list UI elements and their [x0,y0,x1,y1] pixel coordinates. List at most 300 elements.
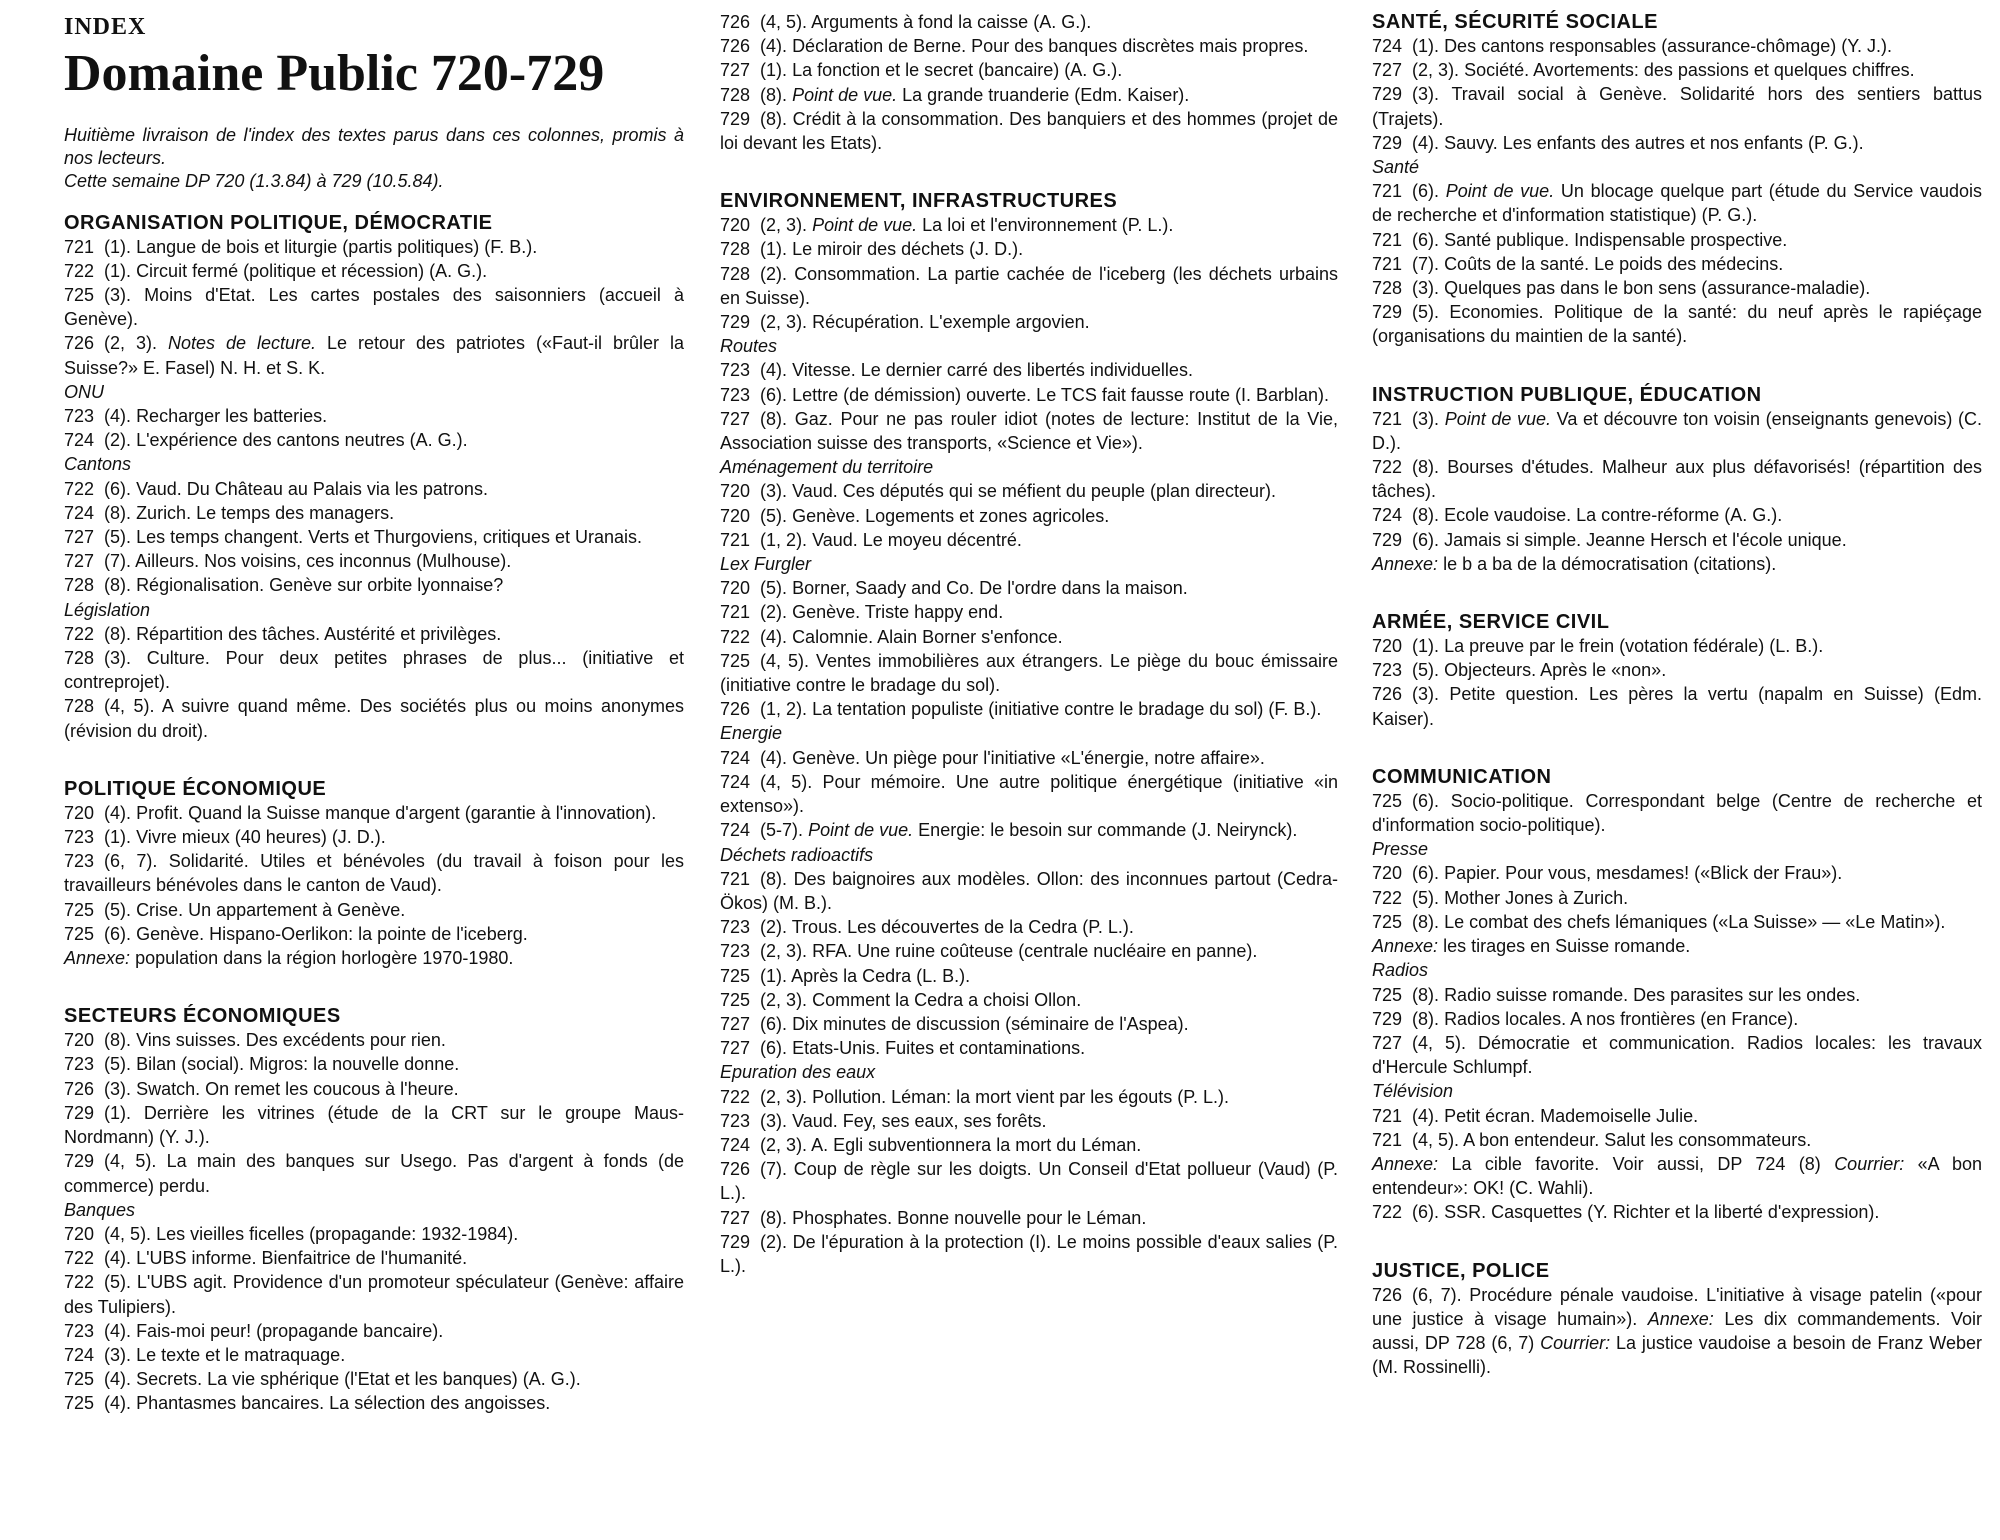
issue-number: 725 [64,285,95,305]
page-ref: (5). [1412,302,1440,323]
index-section [1372,765,1982,1225]
entry-text: Derrière les vitrines (étude de la CRT sur le groupe Maus-Nordmann) (Y. J.). [64,1102,684,1148]
index-entry [720,1036,1338,1060]
issue-number: 727 [1372,1032,1403,1053]
index-entry [64,573,684,597]
issue-number: 729 [64,1151,95,1172]
index-entry [64,331,684,379]
index-entry [720,576,1338,600]
page-ref: (6). [760,1013,788,1034]
page-ref: (3). [1412,684,1440,705]
issue-number: 724 [720,1134,751,1155]
index-entry [64,694,684,742]
entry-text: Borner, Saady and Co. De l'ordre dans la maison. [792,578,1188,599]
entry-text: La main des banques sur Usego. Pas d'argent à fonds (de commerce) perdu. [64,1151,684,1196]
issue-number: 729 [720,312,751,333]
page-ref: (6, 7). [104,851,158,872]
subsection-heading: Aménagement du territoire [720,457,934,478]
issue-number: 720 [720,481,751,502]
entry-text: Moins d'Etat. Les cartes postales des saisonniers (accueil à Genève). [64,285,684,330]
entry-text: Les temps changent. Verts et Thurgoviens, critiques et Uranais. [136,527,642,548]
index-entry [720,407,1338,455]
intro-line: Huitième livraison de l'index des textes parus dans ces colonnes, promis à nos lecteurs. [64,124,684,168]
entry-rubric: Notes de lecture. [168,333,317,354]
index-entry [64,1343,684,1367]
entry-text: Culture. Pour deux petites phrases de plus... (initiative et contreprojet). [64,648,684,693]
intro-line: Cette semaine DP 720 (1.3.84) à 729 (10.5.84). [64,170,444,191]
index-section [64,777,684,970]
page-ref: (6). [104,478,132,499]
page-ref: (3). [104,285,132,305]
issue-number: 725 [720,965,751,986]
entry-text: Ventes immobilières aux étrangers. Le piège du bouc émissaire (initiative contre le bradage du sol). [720,650,1338,696]
index-entry [720,939,1338,963]
entry-text: Zurich. Le temps des managers. [136,502,395,523]
index-entry [64,404,684,428]
index-entry [1372,1031,1982,1079]
page-ref: (8). [104,575,132,596]
page-ref: (8). [1412,984,1440,1005]
issue-number: 723 [720,384,751,405]
index-entry [64,1270,684,1318]
index-entry [64,1077,684,1101]
index-entry [720,1109,1338,1133]
entry-text: Radio suisse romande. Des parasites sur les ondes. [1444,984,1861,1005]
page-ref: (2, 3). [760,1134,808,1155]
page-ref: (8). [1412,911,1440,932]
entry-text: Vaud. Fey, ses eaux, ses forêts. [792,1110,1047,1131]
index-entry [64,922,684,946]
column-3 [1372,10,1982,1413]
index-entry [1372,503,1982,527]
page-ref: (5-7). [760,820,804,841]
issue-number: 722 [64,1272,95,1293]
entry-text: Coup de règle sur les doigts. Un Conseil d'Etat pollueur (Vaud) (P. L.). [720,1159,1338,1204]
index-entry [720,988,1338,1012]
issue-number: 728 [720,84,751,105]
page-ref: (4). [760,626,788,647]
index-section [64,211,684,743]
page-ref: (6). [1412,863,1440,884]
page-ref: (1, 2). [760,699,808,720]
issue-number: 721 [1372,229,1403,250]
page-ref: (2, 3). [760,215,808,236]
index-entry [1372,1152,1982,1200]
index-entry [64,549,684,573]
entry-text: Vins suisses. Des excédents pour rien. [136,1030,446,1051]
entry-text: La tentation populiste (initiative contre le bradage du sol) (F. B.). [812,699,1322,720]
entry-rubric: Courrier: [1540,1332,1611,1353]
page-ref: (5). [104,1054,132,1075]
page-ref: (4). [104,1393,132,1414]
issue-number: 721 [720,602,751,623]
issue-number: 729 [1372,529,1403,550]
index-entry [64,898,684,922]
entry-text: Va et découvre ton voisin (enseignants genevois) (C. D.). [1372,408,1982,453]
entry-rubric: Courrier: [1834,1153,1905,1174]
page-ref: (5). [104,527,132,548]
entry-text: Un blocage quelque part (étude du Service vaudois de recherche et d'information statistique) (P. G.). [1372,181,1982,226]
index-section [64,1004,684,1415]
entry-text: Santé publique. Indispensable prospective. [1444,229,1788,250]
issue-number: 723 [720,360,751,381]
issue-number: 720 [720,578,751,599]
subsection-heading: Routes [720,336,778,357]
page-ref: (1). [760,239,788,260]
section-heading: SECTEURS ÉCONOMIQUES [64,1005,341,1028]
index-entry [720,1230,1338,1278]
page-ref: (4). [1412,132,1440,153]
entry-rubric: Point de vue. [812,215,918,236]
section-heading: ORGANISATION POLITIQUE, DÉMOCRATIE [64,211,493,234]
page-ref: (4). [1412,1105,1440,1126]
page-ref: (4, 5). [104,1223,152,1244]
entry-text: Objecteurs. Après le «non». [1444,660,1667,681]
index-entry [1372,910,1982,934]
page-ref: (2). [760,1231,788,1252]
issue-number: 729 [1372,302,1403,323]
entry-text: La grande truanderie (Edm. Kaiser). [902,84,1190,105]
entry-text: Régionalisation. Genève sur orbite lyonnaise? [136,575,504,596]
index-entry [1372,552,1982,576]
subsection-heading: Déchets radioactifs [720,844,874,865]
issue-number: 722 [720,1086,751,1107]
page-ref: (5). [1412,660,1440,681]
issue-number: 724 [720,747,751,768]
issue-number: 725 [1372,984,1403,1005]
page-ref: (4, 5). [1412,1129,1460,1150]
entry-text: Quelques pas dans le bon sens (assurance-maladie). [1444,278,1871,299]
index-entry [1372,934,1982,958]
issue-number: 726 [1372,1284,1403,1305]
page-ref: (4, 5). [760,12,808,32]
entry-text: Le miroir des déchets (J. D.). [792,239,1024,260]
issue-number: 722 [1372,457,1403,478]
index-entry [1372,407,1982,455]
entry-text: Vivre mieux (40 heures) (J. D.). [136,827,386,848]
entry-text: Vitesse. Le dernier carré des libertés individuelles. [792,360,1193,381]
page-ref: (3). [104,648,132,669]
index-entry [64,283,684,331]
index-entry [64,259,684,283]
index-entry [1372,1128,1982,1152]
index-entry [64,1246,684,1270]
page-ref: (8). [760,1207,788,1228]
entry-text: les tirages en Suisse romande. [1443,936,1691,957]
issue-number: 724 [720,771,751,792]
page-ref: (3). [104,1078,132,1099]
intro-text [64,124,684,193]
entry-text: Travail social à Genève. Solidarité hors des sentiers battus (Trajets). [1372,84,1982,129]
index-entry [64,501,684,525]
index-entry [64,946,684,970]
issue-number: 721 [720,529,751,550]
entry-text: Sauvy. Les enfants des autres et nos enfants (P. G.). [1444,132,1864,153]
page-ref: (6). [1412,790,1440,811]
issue-number: 729 [1372,84,1403,105]
issue-number: 726 [720,1159,751,1180]
page-ref: (3). [1412,84,1440,105]
entry-text: Déclaration de Berne. Pour des banques discrètes mais propres. [792,36,1309,57]
entry-text: A suivre quand même. Des sociétés plus ou moins anonymes (révision du droit). [64,696,684,741]
page-ref: (3). [104,1344,132,1365]
column-2 [720,10,1338,1312]
index-entry [64,1052,684,1076]
page-ref: (4). [104,802,132,823]
index-entry [64,525,684,549]
page-ref: (1). [104,260,132,281]
index-entry [720,867,1338,915]
entry-text: Les vieilles ficelles (propagande: 1932-1984). [156,1223,519,1244]
page-ref: (1). [104,827,132,848]
section-heading: ENVIRONNEMENT, INFRASTRUCTURES [720,190,1118,213]
entry-text: Secrets. La vie sphérique (l'Etat et les banques) (A. G.). [136,1369,581,1390]
index-entry [64,1101,684,1149]
issue-number: 726 [1372,684,1403,705]
index-entry [1372,455,1982,503]
index-entry [64,1319,684,1343]
index-entry [1372,131,1982,155]
index-entry [720,1133,1338,1157]
index-entry [720,1085,1338,1109]
entry-text: Ecole vaudoise. La contre-réforme (A. G.). [1444,505,1783,526]
index-entry [720,504,1338,528]
issue-number: 726 [64,1078,95,1099]
page-ref: (4). [104,1369,132,1390]
column-1 [64,10,684,1450]
entry-rubric: Point de vue. [1444,408,1552,429]
entry-text: Dix minutes de discussion (séminaire de l'Aspea). [792,1013,1189,1034]
subsection-heading: Presse [1372,839,1429,860]
entry-text: L'expérience des cantons neutres (A. G.). [136,430,468,451]
index-entry [720,1157,1338,1205]
issue-number: 724 [64,502,95,523]
page-ref: (2). [104,430,132,451]
entry-text: Des baignoires aux modèles. Ollon: des inconnues partout (Cedra-Ökos) (M. B.). [720,868,1338,913]
entry-text: Petit écran. Mademoiselle Julie. [1444,1105,1699,1126]
page-ref: (2). [760,917,788,938]
issue-number: 722 [64,260,95,281]
index-entry [720,107,1338,155]
index-entry [720,383,1338,407]
issue-number: 725 [64,1393,95,1414]
issue-number: 726 [720,12,751,32]
index-entry [720,262,1338,310]
subsection-heading: Cantons [64,454,132,475]
issue-number: 721 [1372,181,1403,202]
index-entry [720,213,1338,237]
index-entry [720,34,1338,58]
annexe-label: Annexe: [1372,936,1439,957]
page-ref: (8). [1412,457,1440,478]
index-section [1372,610,1982,731]
section-heading: JUSTICE, POLICE [1372,1259,1550,1282]
entry-text: le b a ba de la démocratisation (citations). [1443,553,1777,574]
issue-number: 728 [64,648,95,669]
page-ref: (4, 5). [760,650,810,671]
page-ref: (1). [104,1102,132,1123]
index-section [1372,383,1982,576]
index-entry [720,818,1338,842]
index-entry [1372,983,1982,1007]
issue-number: 722 [1372,1202,1403,1223]
issue-number: 725 [720,989,751,1010]
page-ref: (7). [1412,253,1440,274]
entry-text: Genève. Hispano-Oerlikon: la pointe de l'iceberg. [136,923,528,944]
issue-number: 727 [720,1013,751,1034]
page-ref: (2, 3). [1412,60,1460,81]
index-entry [1372,789,1982,837]
index-entry [64,801,684,825]
index-entry [720,237,1338,261]
index-entry [64,1367,684,1391]
entry-text: Petite question. Les pères la vertu (napalm en Suisse) (Edm. Kaiser). [1372,684,1982,729]
entry-text: Coûts de la santé. Le poids des médecins. [1444,253,1784,274]
issue-number: 726 [720,36,751,57]
entry-text: Economies. Politique de la santé: du neuf après le rapiéçage (organisations du maintien de la santé). [1372,302,1982,347]
entry-text: Pollution. Léman: la mort vient par les égouts (P. L.). [812,1086,1229,1107]
issue-number: 723 [720,1110,751,1131]
issue-number: 722 [1372,887,1403,908]
issue-number: 727 [1372,60,1403,81]
page-ref: (4). [104,1320,132,1341]
entry-text: Comment la Cedra a choisi Ollon. [812,989,1082,1010]
page-ref: (8). [760,868,788,889]
index-entry [1372,34,1982,58]
issue-number: 722 [64,478,95,499]
page-ref: (8). [104,502,132,523]
entry-text: Le combat des chefs lémaniques («La Suisse» — «Le Matin»). [1444,911,1946,932]
issue-number: 720 [720,215,751,236]
page-ref: (6). [1412,229,1440,250]
subsection-heading: Lex Furgler [720,554,812,575]
entry-text: Pour mémoire. Une autre politique énergétique (initiative «in extenso»). [720,771,1338,817]
page-ref: (6). [760,1038,788,1059]
issue-number: 729 [720,108,751,129]
entry-text: Socio-politique. Correspondant belge (Centre de recherche et d'information socio-politique). [1372,790,1982,836]
issue-number: 723 [64,1320,95,1341]
entry-text: Crédit à la consommation. Des banquiers et des hommes (projet de loi devant les Etats). [720,108,1338,154]
entry-text: Phosphates. Bonne nouvelle pour le Léman. [792,1207,1147,1228]
entry-text: Genève. Logements et zones agricoles. [792,505,1110,526]
index-entry [1372,1200,1982,1224]
index-entry [1372,861,1982,885]
entry-text: Société. Avortements: des passions et quelques chiffres. [1464,60,1915,81]
page-ref: (8). [1412,505,1440,526]
index-entry [720,625,1338,649]
page-ref: (4). [760,747,788,768]
index-entry [1372,1283,1982,1380]
entry-text: A bon entendeur. Salut les consommateurs. [1463,1129,1812,1150]
index-entry [64,1222,684,1246]
subsection-heading: Energie [720,723,783,744]
page-ref: (3). [1412,278,1440,299]
issue-number: 723 [64,851,95,872]
index-entry [720,697,1338,721]
entry-text: Après la Cedra (L. B.). [791,965,971,986]
entry-text: population dans la région horlogère 1970-1980. [135,948,514,969]
issue-number: 727 [64,551,95,572]
section-heading: SANTÉ, SÉCURITÉ SOCIALE [1372,11,1658,33]
page-ref: (5). [104,899,132,920]
issue-number: 727 [720,1038,751,1059]
issue-number: 723 [64,406,95,427]
entry-text: La loi et l'environnement (P. L.). [922,215,1174,236]
subsection-heading: Télévision [1372,1081,1454,1102]
index-entry [1372,179,1982,227]
entry-rubric: Point de vue. [808,820,914,841]
index-entry [720,600,1338,624]
issue-number: 729 [1372,1008,1403,1029]
entry-text: Les dix commandements. Voir aussi, DP 728 (6, 7) [1372,1308,1982,1353]
entry-text: La preuve par le frein (votation fédérale) (L. B.). [1444,636,1824,657]
entry-text: Recharger les batteries. [136,406,328,427]
issue-number: 727 [720,1207,751,1228]
issue-number: 720 [1372,636,1403,657]
page-ref: (6). [1412,1202,1440,1223]
issue-number: 729 [64,1102,95,1123]
entry-text: Bilan (social). Migros: la nouvelle donne. [136,1054,460,1075]
index-entry [720,479,1338,503]
issue-number: 726 [64,333,95,354]
index-entry [1372,1104,1982,1128]
issue-number: 721 [1372,1129,1403,1150]
index-entry [64,646,684,694]
entry-text: Mother Jones à Zurich. [1444,887,1629,908]
page-ref: (2, 3). [760,941,808,962]
index-entry [1372,82,1982,130]
page-ref: (2, 3). [760,1086,808,1107]
index-section [1372,10,1982,349]
entry-text: La cible favorite. Voir aussi, DP 724 (8) [1451,1153,1821,1174]
entry-text: Des cantons responsables (assurance-chômage) (Y. J.). [1444,36,1892,56]
page-ref: (1). [104,236,132,257]
index-entry [720,310,1338,334]
issue-number: 725 [64,899,95,920]
page-ref: (1). [1412,636,1440,657]
issue-number: 729 [720,1231,751,1252]
issue-number: 721 [720,868,751,889]
entry-text: Le texte et le matraquage. [136,1344,346,1365]
index-entry [1372,228,1982,252]
index-entry [1372,682,1982,730]
page-ref: (4, 5). [760,771,813,792]
entry-text: Genève. Triste happy end. [792,602,1004,623]
issue-number: 727 [720,60,751,81]
section-heading: COMMUNICATION [1372,765,1552,788]
entry-text: Récupération. L'exemple argovien. [812,312,1090,333]
index-section [1372,1259,1982,1380]
index-entry [720,746,1338,770]
entry-text: Arguments à fond la caisse (A. G.). [811,12,1092,32]
entry-text: Langue de bois et liturgie (partis politiques) (F. B.). [136,236,538,257]
section-heading: POLITIQUE ÉCONOMIQUE [64,777,327,800]
page-ref: (2, 3). [104,333,158,354]
entry-text: Démocratie et communication. Radios locales: les travaux d'Hercule Schlumpf. [1372,1032,1982,1078]
index-entry [720,83,1338,107]
page-ref: (6). [760,384,788,405]
page-ref: (1, 2). [760,529,808,550]
entry-text: L'UBS agit. Providence d'un promoteur spéculateur (Genève: affaire des Tulipiers). [64,1272,684,1317]
issue-number: 721 [64,236,95,257]
index-section [720,10,1338,155]
issue-number: 720 [64,1030,95,1051]
page-ref: (5). [760,578,788,599]
entry-text: Profit. Quand la Suisse manque d'argent (garantie à l'innovation). [136,802,657,823]
entry-text: Lettre (de démission) ouverte. Le TCS fait fausse route (I. Barblan). [792,384,1329,405]
entry-text: Répartition des tâches. Austérité et privilèges. [136,623,502,644]
index-entry [720,649,1338,697]
